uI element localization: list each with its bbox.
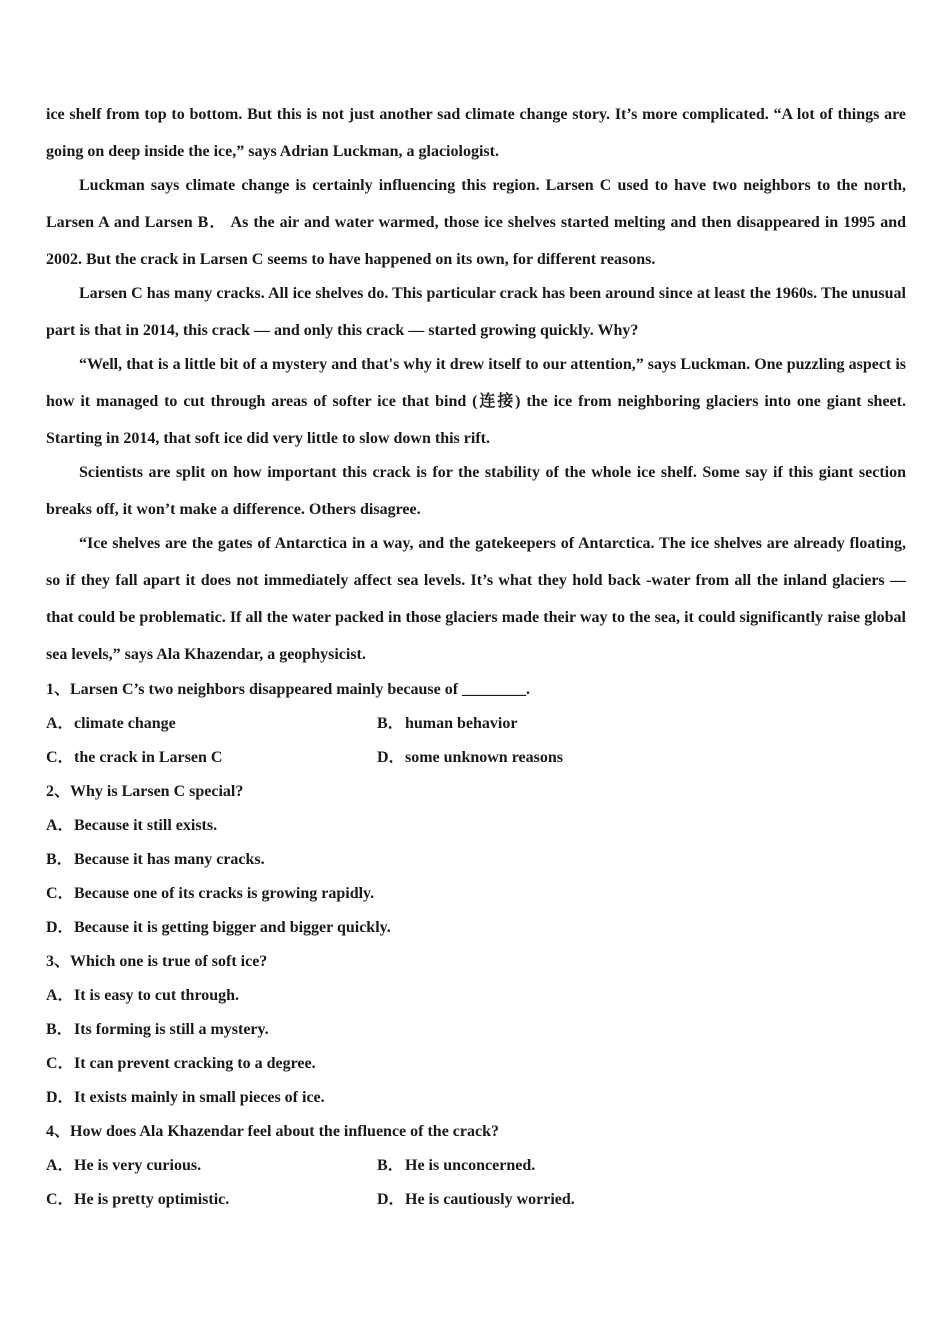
option-c xyxy=(46,1047,906,1081)
option-letter: D． xyxy=(377,749,405,766)
option-letter: B． xyxy=(46,851,73,868)
option-text: He is very curious. xyxy=(74,1157,202,1174)
option-text: Because it has many cracks. xyxy=(74,851,265,868)
option-text: human behavior xyxy=(405,715,518,732)
question-3 xyxy=(46,945,906,1115)
passage-paragraph: ice shelf from top to bottom. But this is not just another sad climate change story. It’s more complicated. “A lot of things are going on deep inside the ice,” says Adrian Luckman, a glaciologist. xyxy=(46,106,906,160)
option-letter: D． xyxy=(46,1089,74,1106)
option-text: Its forming is still a mystery. xyxy=(74,1021,269,1038)
question-4 xyxy=(46,1115,906,1217)
option-text: Because it still exists. xyxy=(74,817,218,834)
option-text: He is pretty optimistic. xyxy=(74,1191,230,1208)
question-list xyxy=(46,673,906,1217)
option-c xyxy=(46,877,906,911)
option-text: the crack in Larsen C xyxy=(74,749,223,766)
option-text: It exists mainly in small pieces of ice. xyxy=(74,1089,325,1106)
option-b xyxy=(46,843,906,877)
option-a xyxy=(46,707,377,741)
option-letter: C． xyxy=(46,1191,74,1208)
option-d xyxy=(46,911,906,945)
reading-passage xyxy=(46,96,906,673)
option-letter: B． xyxy=(46,1021,73,1038)
option-letter: D． xyxy=(46,919,74,936)
question-stem: 3、Which one is true of soft ice? xyxy=(46,953,268,970)
option-letter: C． xyxy=(46,885,74,902)
option-c xyxy=(46,741,377,775)
question-stem: 4、How does Ala Khazendar feel about the influence of the crack? xyxy=(46,1123,500,1140)
option-row xyxy=(46,741,906,775)
passage-paragraph: Luckman says climate change is certainly influencing this region. Larsen C used to have two neighbors to the north, Larsen A and Larsen B． As the air and water warmed, those ice shelves started melting and then disappeared in 1995 and 2002. But the crack in Larsen C seems to have happened on its own, for different reasons. xyxy=(46,177,906,268)
option-b xyxy=(377,1149,708,1183)
option-d xyxy=(46,1081,906,1115)
option-text: He is cautiously worried. xyxy=(405,1191,575,1208)
option-text: some unknown reasons xyxy=(405,749,563,766)
question-stem: 1、Larsen C’s two neighbors disappeared mainly because of ________. xyxy=(46,681,531,698)
option-letter: B． xyxy=(377,715,404,732)
option-d xyxy=(377,741,708,775)
option-letter: A． xyxy=(46,817,74,834)
option-row xyxy=(46,707,906,741)
option-text: It is easy to cut through. xyxy=(74,987,240,1004)
question-2 xyxy=(46,775,906,945)
option-a xyxy=(46,1149,377,1183)
option-b xyxy=(377,707,708,741)
document-page xyxy=(46,96,906,1217)
passage-paragraph: “Ice shelves are the gates of Antarctica in a way, and the gatekeepers of Antarctica. The ice shelves are already floating, so if they fall apart it does not immediately affect sea levels. It’s what they hold back -water from all the inland glaciers — that could be problematic. If all the water packed in those glaciers made their way to the sea, it could significantly raise global sea levels,” says Ala Khazendar, a geophysicist. xyxy=(46,535,906,663)
option-text: Because one of its cracks is growing rapidly. xyxy=(74,885,375,902)
option-text: He is unconcerned. xyxy=(405,1157,536,1174)
option-row xyxy=(46,1183,906,1217)
option-a xyxy=(46,979,906,1013)
option-d xyxy=(377,1183,708,1217)
option-b xyxy=(46,1013,906,1047)
option-letter: A． xyxy=(46,987,74,1004)
option-letter: B． xyxy=(377,1157,404,1174)
option-a xyxy=(46,809,906,843)
option-letter: A． xyxy=(46,715,74,732)
option-letter: C． xyxy=(46,749,74,766)
option-letter: C． xyxy=(46,1055,74,1072)
question-stem: 2、Why is Larsen C special? xyxy=(46,783,244,800)
option-text: Because it is getting bigger and bigger quickly. xyxy=(74,919,391,936)
passage-paragraph: Scientists are split on how important this crack is for the stability of the whole ice shelf. Some say if this giant section breaks off, it won’t make a difference. Others disagree. xyxy=(46,464,906,518)
passage-paragraph: Larsen C has many cracks. All ice shelves do. This particular crack has been around since at least the 1960s. The unusual part is that in 2014, this crack — and only this crack — started growing quickly. Why? xyxy=(46,285,906,339)
option-letter: A． xyxy=(46,1157,74,1174)
question-1 xyxy=(46,673,906,775)
option-text: It can prevent cracking to a degree. xyxy=(74,1055,316,1072)
option-c xyxy=(46,1183,377,1217)
passage-paragraph: “Well, that is a little bit of a mystery and that's why it drew itself to our attention,” says Luckman. One puzzling aspect is how it managed to cut through areas of softer ice that bind (连接) the ice from neighboring glaciers into one giant sheet. Starting in 2014, that soft ice did very little to slow down this rift. xyxy=(46,356,906,447)
option-letter: D． xyxy=(377,1191,405,1208)
option-row xyxy=(46,1149,906,1183)
option-text: climate change xyxy=(74,715,176,732)
